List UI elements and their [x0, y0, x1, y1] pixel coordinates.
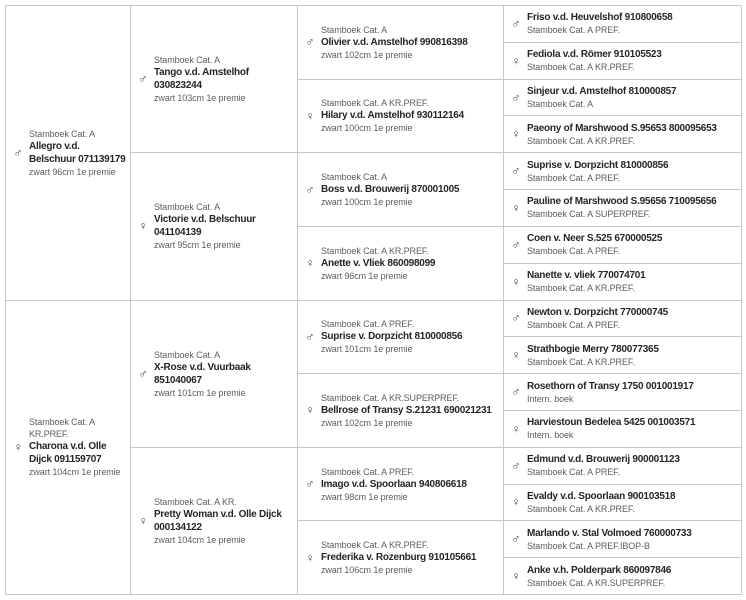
studbook-label: Stamboek Cat. A PREF.: [527, 246, 620, 257]
male-icon: ♂: [511, 16, 521, 31]
horse-name: Victorie v.d. Belschuur 041104139: [154, 214, 256, 239]
female-icon: ♀: [511, 569, 521, 584]
studbook-label: Stamboek Cat. A: [154, 349, 221, 360]
male-icon: ♂: [511, 385, 521, 400]
female-icon: ♀: [511, 200, 521, 215]
studbook-label: Stamboek Cat. A KR.PREF.: [321, 98, 429, 109]
horse-details: zwart 104cm 1e premie: [29, 467, 121, 478]
horse-details: zwart 96cm 1e premie: [321, 270, 408, 281]
studbook-label: Stamboek Cat. A: [321, 24, 388, 35]
pedigree-cell: [504, 190, 742, 227]
horse-name: Friso v.d. Heuvelshof 910800658: [527, 12, 673, 24]
female-icon: ♀: [138, 219, 148, 234]
male-icon: ♂: [138, 72, 148, 87]
male-icon: ♂: [13, 145, 23, 160]
pedigree-cell: [504, 485, 742, 522]
studbook-label: Stamboek Cat. A: [321, 172, 388, 183]
female-icon: ♀: [305, 550, 315, 565]
female-icon: ♀: [138, 513, 148, 528]
male-icon: ♂: [305, 477, 315, 492]
studbook-label: Intern. boek: [527, 393, 574, 404]
pedigree-cell: [504, 411, 742, 448]
horse-name: Nanette v. vliek 770074701: [527, 270, 646, 282]
horse-name: Imago v.d. Spoorlaan 940806618: [321, 478, 467, 490]
studbook-label: Stamboek Cat. A KR.PREF.: [321, 245, 429, 256]
horse-name: Pauline of Marshwood S.95656 710095656: [527, 196, 717, 208]
pedigree-cell: [504, 558, 742, 595]
male-icon: ♂: [511, 311, 521, 326]
female-icon: ♀: [305, 403, 315, 418]
male-icon: ♂: [511, 532, 521, 547]
studbook-label: Stamboek Cat. A: [29, 128, 96, 139]
horse-name: X-Rose v.d. Vuurbaak 851040067: [154, 361, 251, 386]
pedigree-table: [5, 5, 741, 595]
pedigree-cell: [131, 153, 298, 300]
studbook-label: Stamboek Cat. A KR.: [154, 496, 237, 507]
horse-name: Evaldy v.d. Spoorlaan 900103518: [527, 490, 676, 502]
horse-name: Paeony of Marshwood S.95653 800095653: [527, 122, 717, 134]
horse-name: Frederika v. Rozenburg 910105661: [321, 552, 477, 564]
studbook-label: Stamboek Cat. A KR.PREF.: [527, 356, 635, 367]
female-icon: ♀: [511, 495, 521, 510]
studbook-label: Stamboek Cat. A SUPERPREF.: [527, 209, 651, 220]
horse-name: Fediola v.d. Römer 910105523: [527, 49, 662, 61]
horse-name: Sinjeur v.d. Amstelhof 810000857: [527, 86, 677, 98]
pedigree-cell: [131, 301, 298, 448]
female-icon: ♀: [511, 274, 521, 289]
horse-name: Rosethorn of Transy 1750 001001917: [527, 380, 694, 392]
male-icon: ♂: [305, 35, 315, 50]
female-icon: ♀: [511, 421, 521, 436]
horse-name: Suprise v. Dorpzicht 810000856: [527, 159, 669, 171]
female-icon: ♀: [511, 348, 521, 363]
studbook-label: Stamboek Cat. A: [154, 202, 221, 213]
pedigree-cell: [6, 6, 131, 301]
male-icon: ♂: [511, 237, 521, 252]
horse-name: Coen v. Neer S.525 670000525: [527, 233, 663, 245]
pedigree-cell: [504, 116, 742, 153]
horse-details: zwart 103cm 1e premie: [154, 93, 246, 104]
pedigree-cell: [298, 6, 504, 80]
pedigree-cell: [298, 227, 504, 301]
pedigree-cell: [504, 43, 742, 80]
studbook-label: Stamboek Cat. A KR.SUPERPREF.: [321, 392, 460, 403]
horse-name: Pretty Woman v.d. Olle Dijck 000134122: [154, 508, 282, 533]
male-icon: ♂: [511, 90, 521, 105]
pedigree-cell: [504, 264, 742, 301]
studbook-label: Stamboek Cat. A PREF.: [527, 467, 620, 478]
male-icon: ♂: [138, 366, 148, 381]
male-icon: ♂: [511, 458, 521, 473]
studbook-label: Stamboek Cat. A KR.SUPERPREF.: [527, 577, 666, 588]
horse-details: zwart 104cm 1e premie: [154, 534, 246, 545]
pedigree-cell: [131, 6, 298, 153]
pedigree-cell: [504, 80, 742, 117]
studbook-label: Stamboek Cat. A KR.PREF.: [321, 540, 429, 551]
horse-name: Charona v.d. Olle Dijck 091159707: [29, 441, 107, 466]
pedigree-cell: [504, 521, 742, 558]
pedigree-cell: [504, 301, 742, 338]
horse-details: zwart 101cm 1e premie: [154, 387, 246, 398]
pedigree-cell: [298, 80, 504, 154]
studbook-label: Stamboek Cat. A PREF.: [527, 25, 620, 36]
studbook-label: Stamboek Cat. A: [527, 99, 594, 110]
horse-name: Edmund v.d. Brouwerij 900001123: [527, 454, 680, 466]
horse-details: zwart 98cm 1e premie: [321, 491, 408, 502]
horse-name: Harviestoun Bedelea 5425 001003571: [527, 417, 696, 429]
horse-details: zwart 100cm 1e premie: [321, 197, 413, 208]
studbook-label: Stamboek Cat. A PREF.: [321, 466, 414, 477]
horse-details: zwart 102cm 1e premie: [321, 49, 413, 60]
male-icon: ♂: [305, 329, 315, 344]
horse-name: Boss v.d. Brouwerij 870001005: [321, 184, 460, 196]
horse-name: Hilary v.d. Amstelhof 930112164: [321, 110, 464, 122]
female-icon: ♀: [305, 256, 315, 271]
horse-name: Anke v.h. Polderpark 860097846: [527, 564, 672, 576]
pedigree-cell: [504, 448, 742, 485]
horse-name: Strathbogie Merry 780077365: [527, 343, 659, 355]
horse-details: zwart 101cm 1e premie: [321, 344, 413, 355]
studbook-label: Stamboek Cat. A KR.PREF.: [527, 135, 635, 146]
horse-details: zwart 100cm 1e premie: [321, 123, 413, 134]
pedigree-cell: [131, 448, 298, 595]
pedigree-cell: [504, 374, 742, 411]
pedigree-cell: [298, 153, 504, 227]
horse-details: zwart 95cm 1e premie: [154, 240, 241, 251]
studbook-label: Stamboek Cat. A PREF.: [321, 319, 414, 330]
pedigree-cell: [298, 521, 504, 595]
studbook-label: Stamboek Cat. A KR.PREF.: [527, 503, 635, 514]
horse-name: Suprise v. Dorpzicht 810000856: [321, 331, 463, 343]
female-icon: ♀: [13, 440, 23, 455]
pedigree-cell: [6, 301, 131, 596]
horse-name: Anette v. Vliek 860098099: [321, 257, 436, 269]
female-icon: ♀: [511, 127, 521, 142]
studbook-label: Stamboek Cat. A PREF.IBOP-B: [527, 540, 650, 551]
pedigree-cell: [504, 337, 742, 374]
studbook-label: Intern. boek: [527, 430, 574, 441]
female-icon: ♀: [305, 108, 315, 123]
horse-details: zwart 96cm 1e premie: [29, 166, 116, 177]
studbook-label: Stamboek Cat. A KR.PREF.: [527, 283, 635, 294]
horse-name: Bellrose of Transy S.21231 690021231: [321, 404, 492, 416]
studbook-label: Stamboek Cat. A PREF.: [527, 172, 620, 183]
studbook-label: Stamboek Cat. A KR.PREF.: [527, 62, 635, 73]
studbook-label: Stamboek Cat. A KR.PREF.: [29, 417, 95, 440]
pedigree-cell: [298, 301, 504, 375]
horse-details: zwart 106cm 1e premie: [321, 565, 413, 576]
pedigree-cell: [504, 153, 742, 190]
horse-details: zwart 102cm 1e premie: [321, 417, 413, 428]
studbook-label: Stamboek Cat. A: [154, 55, 221, 66]
studbook-label: Stamboek Cat. A PREF.: [527, 319, 620, 330]
male-icon: ♂: [511, 164, 521, 179]
horse-name: Newton v. Dorpzicht 770000745: [527, 306, 668, 318]
horse-name: Tango v.d. Amstelhof 030823244: [154, 67, 249, 92]
pedigree-cell: [504, 6, 742, 43]
female-icon: ♀: [511, 53, 521, 68]
pedigree-cell: [504, 227, 742, 264]
pedigree-cell: [298, 448, 504, 522]
male-icon: ♂: [305, 182, 315, 197]
pedigree-cell: [298, 374, 504, 448]
horse-name: Olivier v.d. Amstelhof 990816398: [321, 36, 468, 48]
horse-name: Marlando v. Stal Volmoed 760000733: [527, 527, 692, 539]
horse-name: Allegro v.d. Belschuur 071139179: [29, 140, 126, 165]
